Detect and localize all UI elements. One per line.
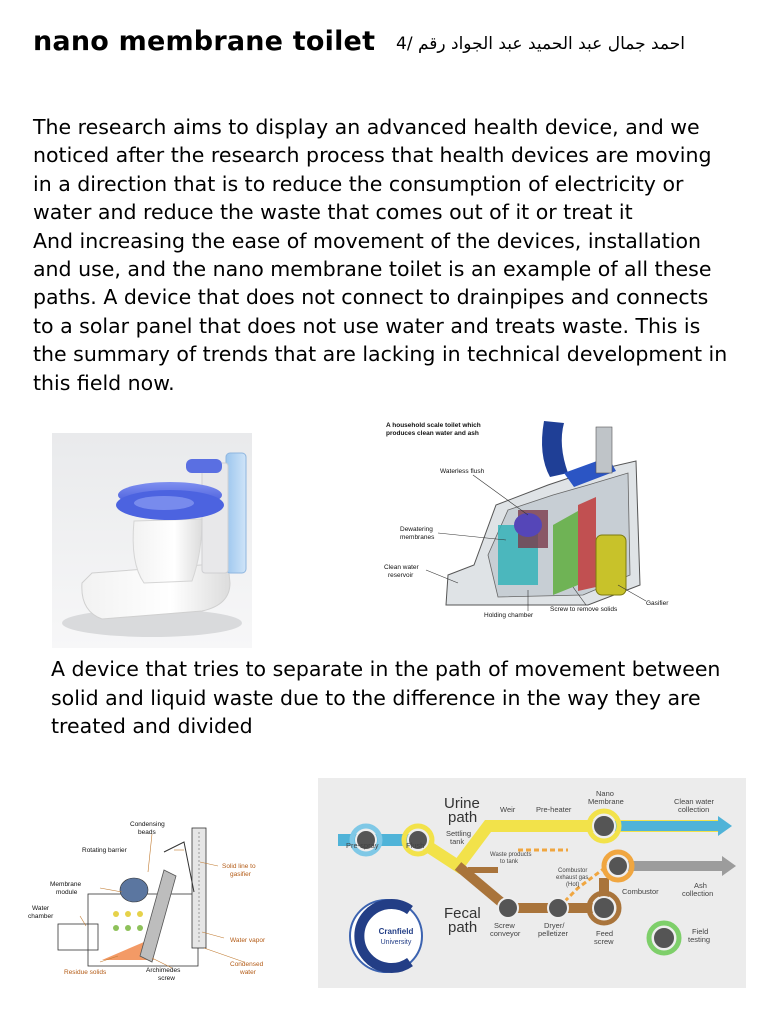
dryer-label-2: pelletizer xyxy=(538,929,569,938)
urine-path-title-2: path xyxy=(448,809,478,826)
combustor-gas-label-2: exhaust gas xyxy=(556,875,589,881)
water-chamber-label-2: chamber xyxy=(28,913,54,920)
process-flow-diagram xyxy=(318,778,746,988)
residue-solids-label: Residue solids xyxy=(64,969,107,976)
fecal-path-title-2: path xyxy=(448,919,478,936)
clean-water-label-2: reservoir xyxy=(388,572,414,579)
condensed-label-1: Condensed xyxy=(230,961,264,968)
waterless-flush-label: Waterless flush xyxy=(440,468,485,475)
solid-line-label-1: Solid line to xyxy=(222,863,256,870)
clean-water-collection-label-2: collection xyxy=(678,805,710,814)
screw-conveyor-label-2: conveyor xyxy=(490,929,521,938)
dewatering-label-2: membranes xyxy=(400,534,435,541)
cutaway-heading-line1: A household scale toilet which xyxy=(386,422,481,429)
holding-chamber-label: Holding chamber xyxy=(484,612,534,619)
condensing-label-2: beads xyxy=(138,829,156,836)
combustor-label: Combustor xyxy=(622,887,659,896)
nano-label-1: Nano xyxy=(596,789,614,798)
waste-products-label-2: to tank xyxy=(500,859,519,865)
feed-screw-label-2: screw xyxy=(594,937,614,946)
toilet-product-image xyxy=(52,433,252,648)
combustor-gas-label-1: Combustor xyxy=(558,868,588,874)
screw-label: Screw to remove solids xyxy=(550,606,618,613)
figure-caption: A device that tries to separate in the path of movement between solid and liquid waste due to the difference in the way they are treated and divided xyxy=(51,657,721,739)
intro-paragraph-1: The research aims to display an advanced health device, and we noticed after the research process that health devices are moving in a direction that is to reduce the consumption of electricity or water and reduce the waste that comes out of it or treat it xyxy=(33,115,712,225)
membrane-label-2: module xyxy=(56,889,78,896)
field-testing-label-1: Field xyxy=(692,927,709,936)
weir-label: Weir xyxy=(500,805,516,814)
rotating-barrier-label: Rotating barrier xyxy=(82,847,127,854)
intro-paragraph-2: And increasing the ease of movement of the devices, installation and use, and the nano membrane toilet is an example of all these paths. A device that does not connect to drainpipes and connects to a solar panel that does not use water and treats waste. This is the summary of trends that are lacking in technical development in this field now. xyxy=(33,228,728,395)
waste-products-label-1: Waste products xyxy=(490,852,532,858)
logo-line-1: Cranfield xyxy=(378,927,414,936)
urine-path-title-1: Urine xyxy=(444,795,480,812)
gasifier-label: Gasifier xyxy=(646,600,669,607)
condensing-label-1: Condensing xyxy=(130,821,165,828)
intro-text xyxy=(33,113,733,397)
dryer-label-1: Dryer/ xyxy=(544,921,565,930)
dewatering-label-1: Dewatering xyxy=(400,526,433,533)
nano-label-2: Membrane xyxy=(588,797,624,806)
logo-line-2: University xyxy=(380,939,412,946)
water-chamber-label-1: Water xyxy=(32,905,50,912)
archimedes-label-1: Archimedes xyxy=(146,967,181,974)
pre-spray-label: Pre-spray xyxy=(346,841,379,850)
fecal-path-title-1: Fecal xyxy=(444,905,481,922)
clean-water-label-1: Clean water xyxy=(384,564,419,571)
water-vapor-label: Water vapor xyxy=(230,937,266,944)
condensed-label-2: water xyxy=(240,969,256,976)
cutaway-heading-line2: produces clean water and ash xyxy=(386,430,479,437)
toilet-schematic-diagram xyxy=(24,812,296,992)
feed-screw-label-1: Feed xyxy=(596,929,614,938)
combustor-gas-label-3: (Hot) xyxy=(566,882,580,888)
solid-line-label-2: gasifier xyxy=(230,871,251,878)
pre-heater-label: Pre-heater xyxy=(536,805,572,814)
archimedes-label-2: screw xyxy=(158,975,175,982)
membrane-label-1: Membrane xyxy=(50,881,82,888)
settling-label-1: Settling xyxy=(446,829,472,838)
author-line: احمد جمال عبد الحميد عبد الجواد رقم /4 xyxy=(396,34,685,54)
settling-label-2: tank xyxy=(450,837,465,846)
ash-label-1: Ash xyxy=(694,881,707,890)
toilet-cutaway-diagram xyxy=(378,415,680,625)
field-testing-label-2: testing xyxy=(688,935,711,944)
ash-label-2: collection xyxy=(682,889,714,898)
document-title: nano membrane toilet xyxy=(33,26,376,57)
clean-water-collection-label-1: Clean water xyxy=(674,797,715,806)
screw-conveyor-label-1: Screw xyxy=(494,921,515,930)
flush-label: Flush xyxy=(406,841,425,850)
